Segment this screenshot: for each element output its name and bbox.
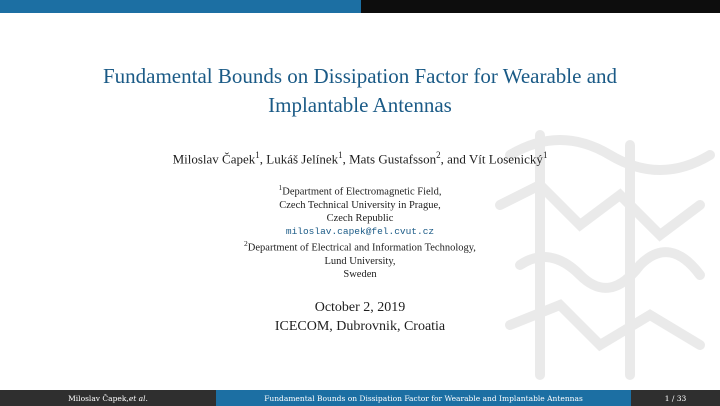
footer-author-name: Miloslav Čapek, (68, 393, 129, 403)
email-link[interactable]: miloslav.capek@fel.cvut.cz (285, 225, 435, 237)
affiliation-1 (0, 181, 720, 238)
affiliation-line: Czech Technical University in Prague, (279, 199, 441, 211)
author-affiliation-mark: 1 (255, 150, 260, 160)
author-name: Miloslav Čapek (172, 151, 256, 167)
presentation-date: October 2, 2019 (314, 300, 406, 315)
footer-title: Fundamental Bounds on Dissipation Factor for Wearable and Implantable Antennas (216, 390, 631, 406)
footer-author (0, 390, 216, 406)
date-venue-block (0, 298, 720, 336)
slide-title (0, 62, 720, 120)
author-list (0, 150, 720, 167)
author-name: Lukáš Jelínek (266, 151, 339, 167)
author-name: Mats Gustafsson (349, 151, 437, 167)
author-separator: , (342, 151, 350, 167)
conference-venue: ICECOM, Dubrovnik, Croatia (274, 319, 446, 334)
title-line-1: Fundamental Bounds on Dissipation Factor for Wearable and (102, 64, 618, 88)
author-name: Vít Losenický (468, 151, 543, 167)
author-separator: , (259, 151, 267, 167)
slide-footer (0, 390, 720, 406)
affiliation-mark: 2 (244, 239, 248, 248)
footer-et-al: et al. (128, 393, 148, 403)
footer-page-number: 1 / 33 (631, 390, 720, 406)
author-separator: , and (440, 151, 469, 167)
affiliation-line: Sweden (343, 268, 377, 280)
affiliation-line: Department of Electromagnetic Field, (282, 186, 442, 198)
affiliation-line: Czech Republic (326, 212, 394, 224)
author-affiliation-mark: 2 (436, 150, 441, 160)
top-bar-blue-segment (0, 0, 361, 13)
affiliation-line: Lund University, (324, 255, 396, 267)
title-line-2: Implantable Antennas (268, 93, 452, 117)
top-progress-bar (0, 0, 720, 13)
affiliation-line: Department of Electrical and Information Technology, (247, 242, 476, 254)
affiliation-2 (0, 237, 720, 281)
affiliation-mark: 1 (278, 183, 283, 192)
author-affiliation-mark: 1 (542, 150, 548, 160)
top-bar-black-segment (361, 0, 720, 13)
author-affiliation-mark: 1 (338, 150, 343, 160)
